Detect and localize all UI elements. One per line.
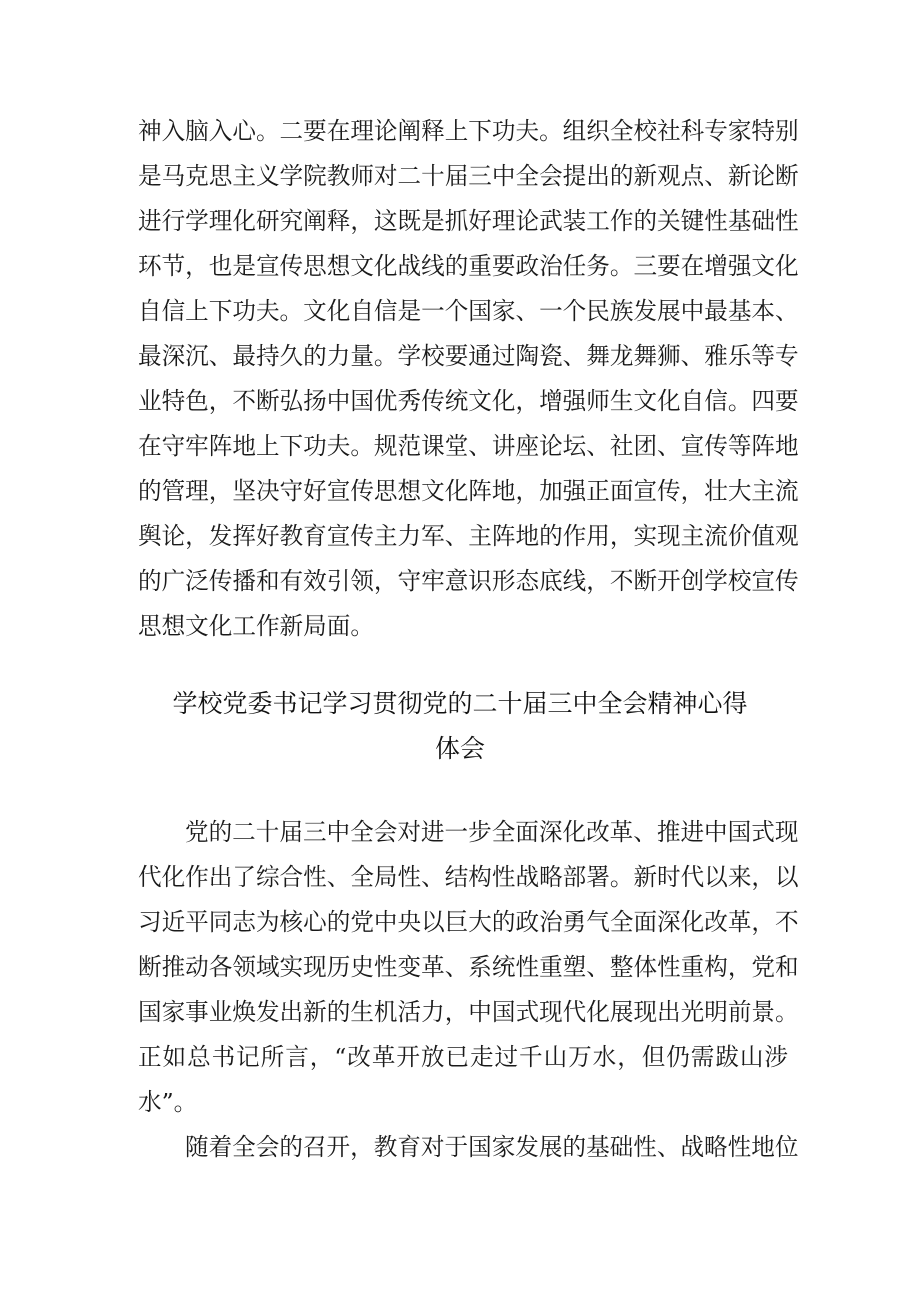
text-line: 国家事业焕发出新的生机活力，中国式现代化展现出光明前景。 [138, 998, 799, 1026]
text-line: 正如总书记所言，“改革开放已走过千山万水，但仍需跋山涉 [138, 1043, 788, 1071]
text-line: 业特色，不断弘扬中国优秀传统文化，增强师生文化自信。四要 [138, 387, 799, 415]
text-line: 最深沉、最持久的力量。学校要通过陶瓷、舞龙舞狮、雅乐等专 [138, 342, 799, 370]
text-line: 随着全会的召开，教育对于国家发展的基础性、战略性地位 [185, 1133, 799, 1161]
text-line: 的广泛传播和有效引领，守牢意识形态底线，不断开创学校宣传 [138, 567, 799, 595]
text-line: 水”。 [138, 1088, 198, 1116]
text-line: 习近平同志为核心的党中央以巨大的政治勇气全面深化改革，不 [138, 908, 799, 936]
title-line-1: 学校党委书记学习贯彻党的二十届三中全会精神心得 [172, 689, 748, 718]
text-line: 舆论，发挥好教育宣传主力军、主阵地的作用，实现主流价值观 [138, 522, 799, 550]
text-line: 党的二十届三中全会对进一步全面深化改革、推进中国式现 [185, 818, 799, 846]
text-line: 环节，也是宣传思想文化战线的重要政治任务。三要在增强文化 [138, 252, 799, 280]
text-line: 断推动各领域实现历史性变革、系统性重塑、整体性重构，党和 [138, 953, 799, 981]
title-line-2: 体会 [434, 734, 485, 763]
text-line: 在守牢阵地上下功夫。规范课堂、讲座论坛、社团、宣传等阵地 [138, 432, 799, 460]
text-line: 是马克思主义学院教师对二十届三中全会提出的新观点、新论断 [138, 162, 799, 190]
text-line: 思想文化工作新局面。 [138, 612, 374, 640]
text-line: 代化作出了综合性、全局性、结构性战略部署。新时代以来，以 [138, 863, 799, 891]
text-line: 进行学理化研究阐释，这既是抓好理论武装工作的关键性基础性 [138, 207, 799, 235]
text-line: 神入脑入心。二要在理论阐释上下功夫。组织全校社科专家特别 [138, 117, 799, 145]
text-line: 自信上下功夫。文化自信是一个国家、一个民族发展中最基本、 [138, 297, 799, 325]
text-line: 的管理，坚决守好宣传思想文化阵地，加强正面宣传，壮大主流 [138, 477, 799, 505]
